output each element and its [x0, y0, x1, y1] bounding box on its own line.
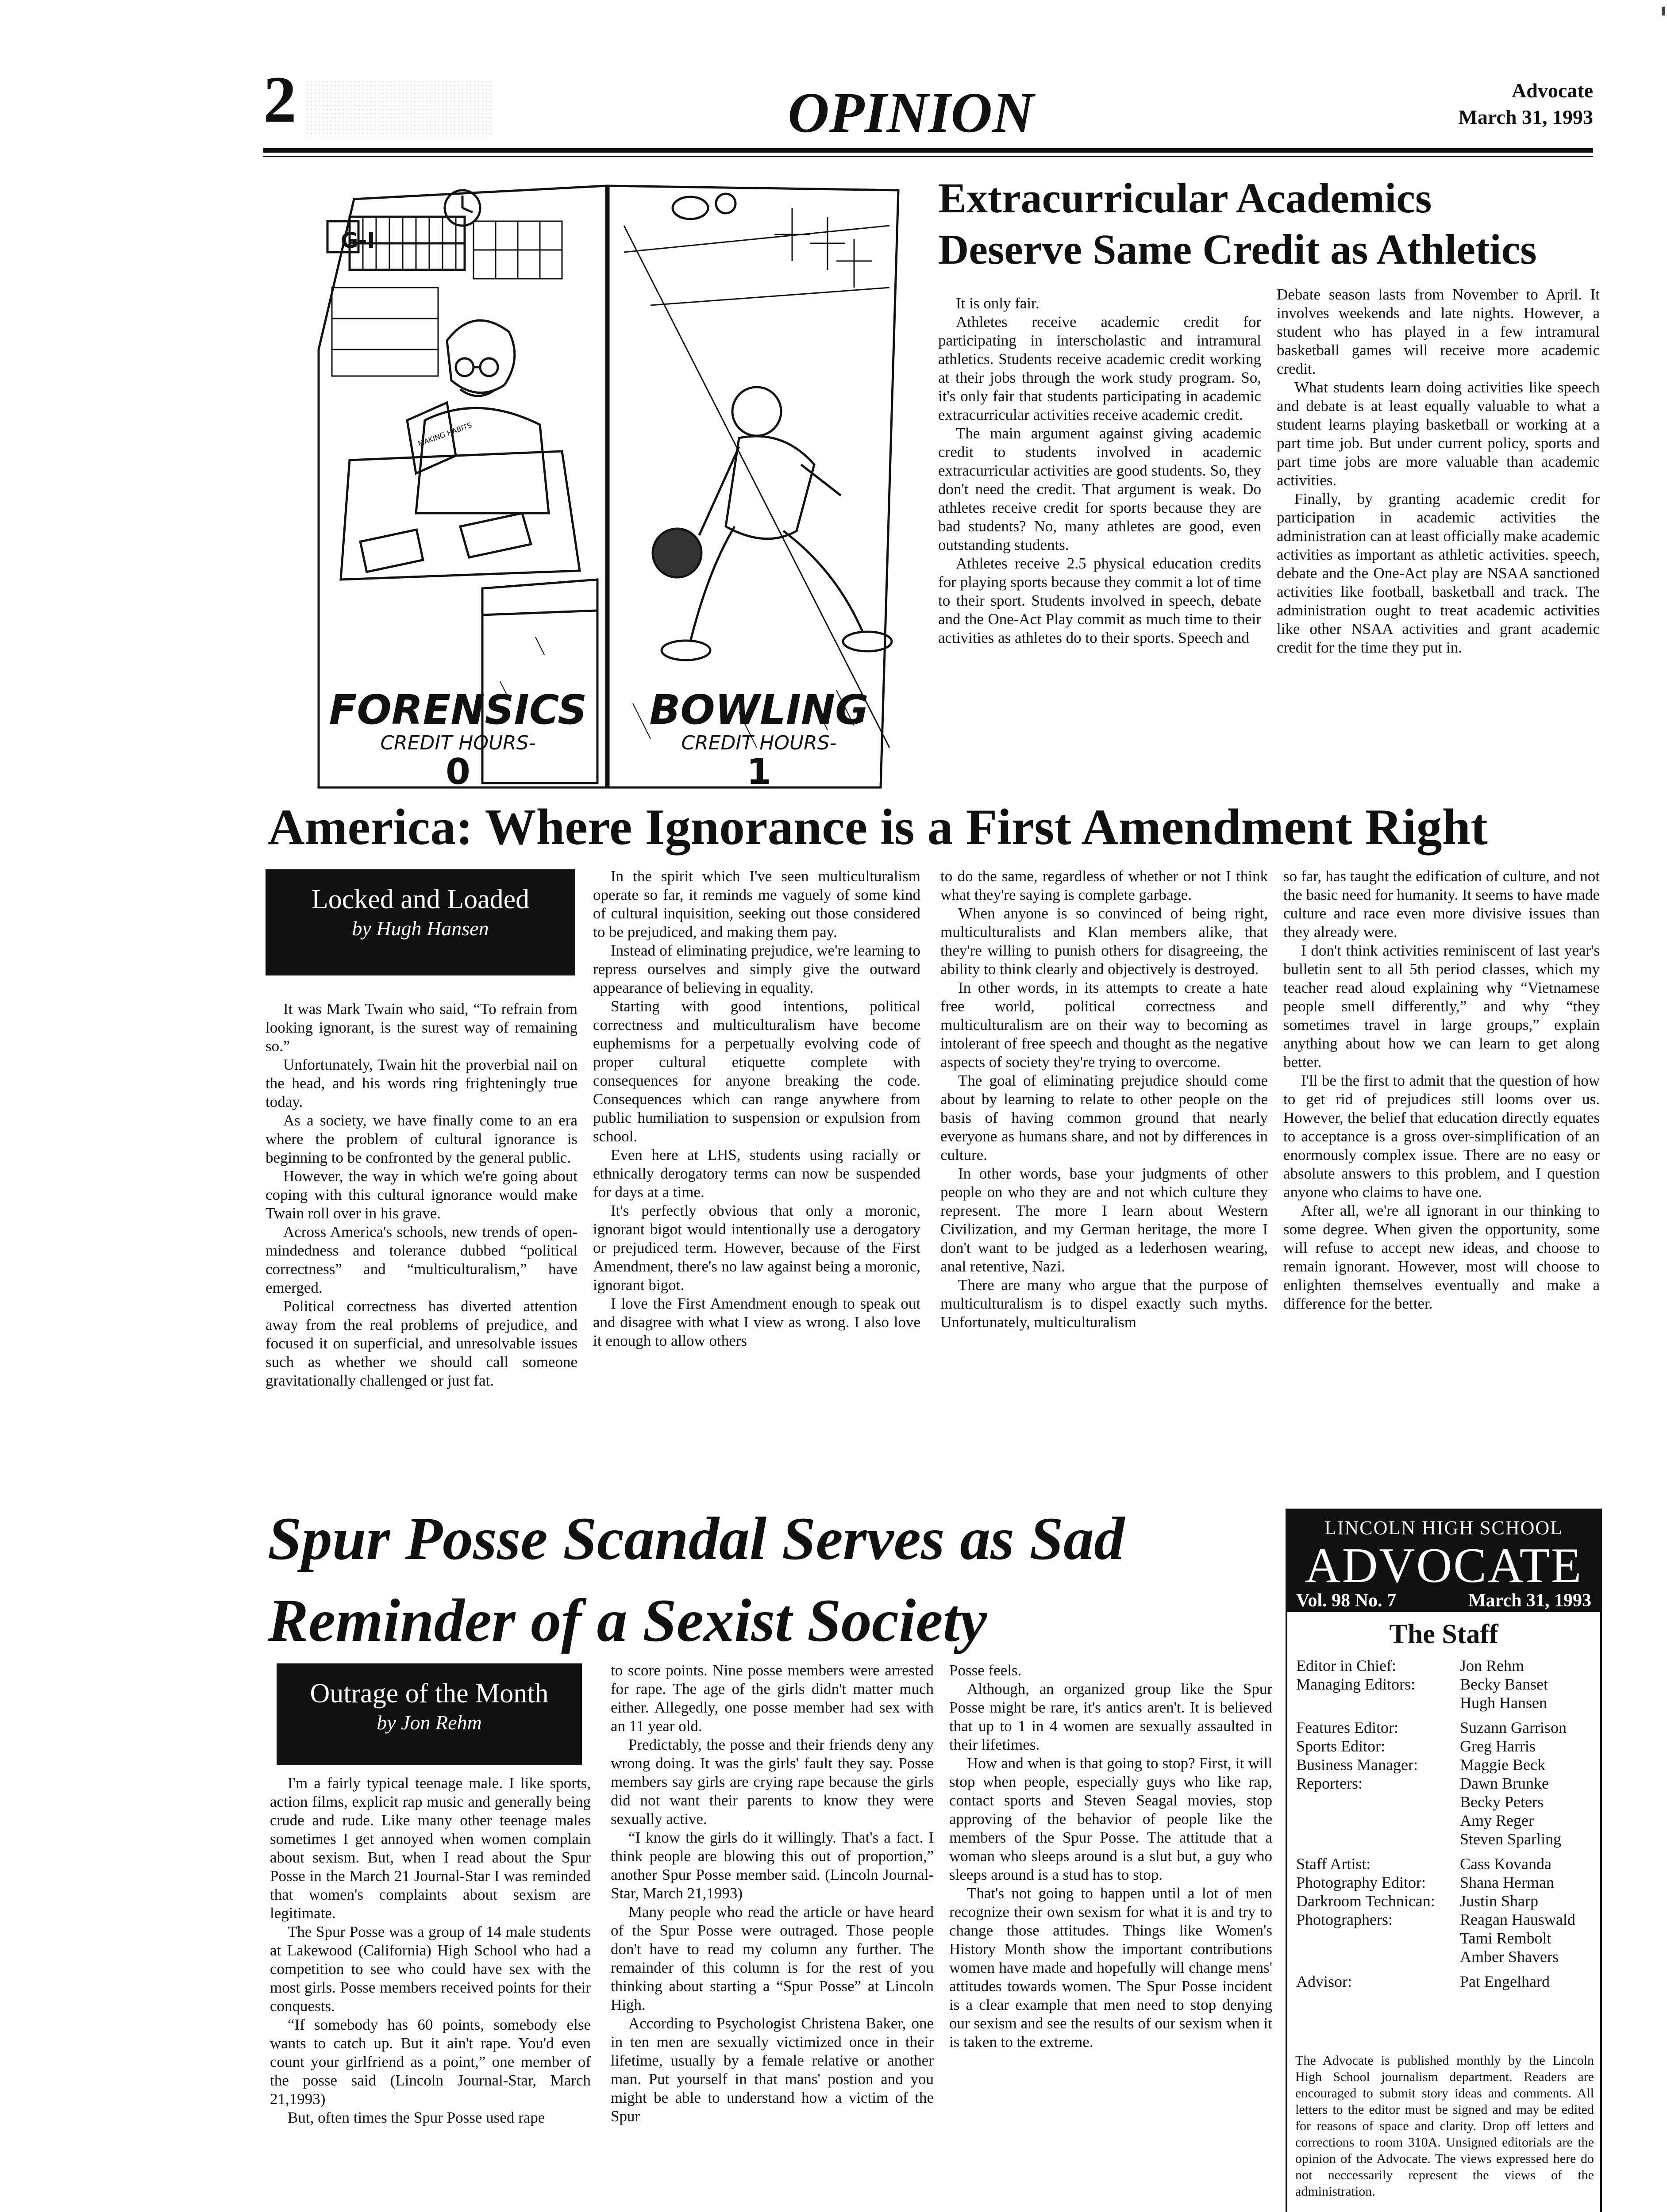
staff-name: Tami Rembolt: [1460, 1929, 1552, 1947]
editorial-title-line-2: Deserve Same Credit as Athletics: [938, 226, 1537, 273]
cartoon-caption-bowling: [604, 686, 914, 792]
article-headline: America: Where Ignorance is a First Amendment Right: [268, 799, 1488, 856]
cartoon-credit-label-right: CREDIT HOURS-: [681, 732, 837, 754]
staff-role: Features Editor:: [1296, 1719, 1398, 1736]
staff-banner: [1287, 1510, 1600, 1612]
staff-row: [1296, 1774, 1597, 1848]
staff-name: Greg Harris: [1460, 1737, 1536, 1755]
staff-names: [1460, 1910, 1597, 1966]
staff-name: Maggie Beck: [1460, 1756, 1545, 1774]
staff-role: Editor in Chief:: [1296, 1657, 1396, 1674]
paragraph: Many people who read the article or have heard of the Spur Posse were outraged. Those people don't have to read my column any further. The remainder of this column is for the rest of you thinking about starting a “Spur Posse” at Lincoln High.: [611, 1903, 934, 2013]
paragraph: Although, an organized group like the Spur Posse might be rare, it's antics aren't. It is believed that up to 1 in 4 women are sexually assaulted in their lifetimes.: [949, 1680, 1272, 1753]
staff-name: Reagan Hauswald: [1460, 1911, 1575, 1928]
edge-mark: [1662, 7, 1665, 15]
staff-role: Reporters:: [1296, 1774, 1363, 1792]
staff-names: [1460, 1972, 1597, 1991]
volume-line: [1287, 1590, 1600, 1611]
staff-name: Shana Herman: [1460, 1874, 1554, 1891]
staff-row: [1296, 1855, 1597, 1873]
paragraph: so far, has taught the edification of culture, and not the basic need for humanity. It seems to have made culture and race even more divisive issues than they already were.: [1283, 868, 1600, 941]
staff-row: [1296, 1675, 1597, 1712]
article-column-2: [593, 867, 920, 1350]
paragraph: Political correctness has diverted attention away from the real problems of prejudice, and focused it on superficial, and unresolvable issues such as whether we should call someone gravitationally challenged or just fat.: [266, 1298, 577, 1389]
paragraph: Predictably, the posse and their friends deny any wrong doing. It was the girls' fault they say. Posse members say girls are crying rape because the girls did not want their parents to know they were sexually active.: [611, 1736, 934, 1828]
article-column-4: [1283, 867, 1600, 1313]
staff-row: [1296, 1972, 1597, 1991]
staff-role: Staff Artist:: [1296, 1855, 1371, 1873]
paragraph: to do the same, regardless of whether or not I think what they're saying is complete garbage.: [940, 868, 1268, 903]
staff-names: [1460, 1873, 1597, 1892]
staff-role: Managing Editors:: [1296, 1675, 1415, 1693]
staff-name: Becky Peters: [1460, 1793, 1544, 1811]
paragraph: Even here at LHS, students using racially or ethnically derogatory terms can now be suspended for days at a time.: [593, 1146, 920, 1201]
section-title: OPINION: [788, 81, 1034, 145]
paragraph: In other words, in its attempts to create a hate free world, political correctness and multiculturalism are on their way to becoming as intolerant of free speech and thought as the negative aspects of society they're trying to overcome.: [940, 979, 1268, 1071]
header-info: [1416, 77, 1593, 131]
paragraph: It's perfectly obvious that only a moronic, ignorant bigot would intentionally use a derogatory or prejudiced term. However, because of the First Amendment, there's no law against being a moronic, ignorant bigot.: [593, 1202, 920, 1294]
cartoon-sign-text: G-I: [341, 228, 375, 253]
staff-names: [1460, 1675, 1597, 1712]
cartoon-credit-value-right: 1: [747, 751, 771, 792]
header-paper-name: Advocate: [1512, 79, 1593, 102]
staff-name: Amy Reger: [1460, 1812, 1534, 1829]
editorial-title-line-1: Extracurricular Academics: [938, 174, 1432, 222]
paragraph: I love the First Amendment enough to speak out and disagree with what I view as wrong. I also love it enough to allow others: [593, 1295, 920, 1349]
staff-role: Photography Editor:: [1296, 1874, 1426, 1891]
paragraph: But, often times the Spur Posse used rape: [288, 2109, 545, 2126]
headline-line-2: Reminder of a Sexist Society: [268, 1586, 987, 1654]
article-2-column-2: [611, 1661, 934, 2126]
article-headline-2: [268, 1498, 1286, 1661]
paragraph: Athletes receive 2.5 physical education credits for playing sports because they commit a lot of time to their sport. Students involved in speech, debate and the One-Act Play commit as much time to their activities as athletes do to their sports. Speech and: [938, 555, 1261, 646]
staff-name: Cass Kovanda: [1460, 1855, 1552, 1873]
article-column-1: [266, 1000, 577, 1390]
staff-role: Photographers:: [1296, 1911, 1393, 1928]
header-rule: [263, 148, 1593, 153]
staff-names: [1460, 1892, 1597, 1910]
volume-number: Vol. 98 No. 7: [1296, 1590, 1396, 1611]
column-byline: by Hugh Hansen: [352, 917, 489, 940]
paragraph: There are many who argue that the purpose of multiculturalism is to dispel exactly such myths. Unfortunately, multiculturalism: [940, 1276, 1268, 1331]
column-nameplate-2: [277, 1663, 582, 1765]
paragraph: It is only fair.: [956, 295, 1039, 312]
cartoon-caption-forensics: [316, 686, 600, 792]
paragraph: Unfortunately, Twain hit the proverbial nail on the head, and his words ring frighteningly true today.: [266, 1056, 577, 1110]
school-name: LINCOLN HIGH SCHOOL: [1324, 1517, 1563, 1539]
paragraph: How and when is that going to stop? First, it will stop when people, especially guys who like rap, contact sports and Steven Seagal movies, stop approving of the behavior of people like the members of the Spur Posse. The attitude that a woman who sleeps around is a slut but, a guy who sleeps around is a stud has to stop.: [949, 1755, 1272, 1883]
staff-names: [1460, 1755, 1597, 1774]
paragraph: “If somebody has 60 points, somebody else wants to catch up. But it ain't rape. You'd even count your girlfriend as a point,” one member of the posse said (Lincoln Journal-Star, March 21,1993): [270, 2016, 591, 2108]
paragraph: Instead of eliminating prejudice, we're learning to repress ourselves and simply give the outward appearance of believing in equality.: [593, 942, 920, 996]
staff-name: Dawn Brunke: [1460, 1774, 1549, 1792]
staff-row: [1296, 1718, 1597, 1737]
editorial-title: [938, 173, 1602, 275]
header-rule-thin: [263, 156, 1593, 157]
staff-role: Business Manager:: [1296, 1756, 1418, 1774]
paragraph: The main argument against giving academic credit to students involved in academic extracurricular activities are good students. So, they don't need the credit. That argument is weak. Do athletes receive credit for sports because they are bad students? No, many athletes are good, even outstanding students.: [938, 425, 1261, 553]
staff-names: [1460, 1855, 1597, 1873]
paragraph: “I know the girls do it willingly. That's a fact. I think people are blowing this out of proportion,” another Spur Posse member said. (Lincoln Journal-Star, March 21,1993): [611, 1829, 934, 1902]
staff-role: Advisor:: [1296, 1973, 1352, 1990]
paragraph: In other words, base your judgments of other people on who they are and not which culture they represent. The more I learn about Western Civilization, and my German heritage, the more I don't want to be judged as a lederhosen wearing, anal retentive, Nazi.: [940, 1165, 1268, 1275]
column-nameplate: [266, 869, 575, 975]
paragraph: When anyone is so convinced of being right, multiculturalists and Klan members alike, that they're willing to punish others for disagreeing, the ability to think clearly and objectively is destroyed.: [940, 905, 1268, 978]
staff-name: Pat Engelhard: [1460, 1973, 1550, 1990]
paragraph: That's not going to happen until a lot of men recognize their own sexism for what it is and try to change those attitudes. Things like Women's History Month show the important contributions women have made and hopefully will change mens' attitudes towards women. The Spur Posse incident is a clear example that men need to stop denying our sexism and see the results of our sexism when it is taken to the extreme.: [949, 1885, 1272, 2051]
headline-line-1: Spur Posse Scandal Serves as Sad: [268, 1505, 1125, 1572]
staff-names: [1460, 1737, 1597, 1755]
staff-name: Steven Sparling: [1460, 1830, 1561, 1848]
paragraph: Posse feels.: [949, 1662, 1022, 1679]
paragraph: The Spur Posse was a group of 14 male students at Lakewood (California) High School who had a competition to see who could have sex with the most girls. Posse members received points for their conquests.: [270, 1923, 591, 2015]
staff-role: Darkroom Technican:: [1296, 1892, 1435, 1910]
staff-row: [1296, 1755, 1597, 1774]
staff-heading: The Staff: [1389, 1619, 1498, 1649]
page-number: 2: [263, 63, 296, 136]
paragraph: After all, we're all ignorant in our thinking to some degree. When given the opportunity, some will refuse to accept new ideas, and choose to remain ignorant. However, most will choose to enlighten themselves eventually and make a difference for the better.: [1283, 1202, 1600, 1312]
paragraph: In the spirit which I've seen multiculturalism operate so far, it reminds me vaguely of some kind of cultural inquisition, seeking out those considered to be prejudiced, and making them pay.: [593, 868, 920, 941]
article-2-column-3: [949, 1661, 1272, 2051]
cartoon-credit-value-left: 0: [446, 751, 470, 792]
staff-row: [1296, 1737, 1597, 1755]
paragraph: I'll be the first to admit that the question of how to get rid of prejudices still looms over us. However, the belief that education directly equates to acceptance is a gross over-simplification of an enormously complex issue. There are no easy or absolute answers to this problem, and I question anyone who claims to have one.: [1283, 1072, 1600, 1201]
staff-row: [1296, 1656, 1597, 1675]
staff-role: Sports Editor:: [1296, 1737, 1386, 1755]
paragraph: Across America's schools, new trends of open-mindedness and tolerance dubbed “political correctness” and “multiculturalism,” have emerged.: [266, 1223, 577, 1296]
paragraph: I don't think activities reminiscent of last year's bulletin sent to all 5th period classes, which my teacher read aloud explaining why “Vietnamese people smell differently,” and why “they sometimes travel in large groups,” explain anything about how we can learn to get along better.: [1283, 942, 1600, 1071]
paragraph: Debate season lasts from November to April. It involves weekends and late nights. However, a student who has played in a few intramural basketball games will receive more academic credit.: [1277, 286, 1600, 377]
staff-name: Justin Sharp: [1460, 1892, 1539, 1910]
paragraph: According to Psychologist Christena Baker, one in ten men are sexually victimized once in their lifetime, usually by a female relative or another man. Put yourself in that mans' postion and you might be able to understand how a victim of the Spur: [611, 2015, 934, 2125]
staff-row: [1296, 1910, 1597, 1966]
paragraph: I'm a fairly typical teenage male. I like sports, action films, explicit rap music and generally being crude and rude. Like many other teenage males sometimes I get annoyed when women complain about sexism. But, when I read about the Spur Posse in the March 21 Journal-Star I was reminded that women's complaints about sexism are legitimate.: [270, 1774, 591, 1922]
cartoon-book-text: MAKING HABITS: [416, 421, 473, 448]
paper-name: ADVOCATE: [1305, 1538, 1583, 1593]
staff-name: Amber Shavers: [1460, 1948, 1559, 1966]
staff-row: [1296, 1892, 1597, 1910]
staff-name: Becky Banset: [1460, 1675, 1548, 1693]
cartoon-credit-label-left: CREDIT HOURS-: [380, 732, 536, 754]
cartoon-label-forensics: FORENSICS: [329, 686, 587, 733]
paragraph: Finally, by granting academic credit for participation in academic activities the administration can at least officially make academic activities as important as athletic activities. speech, debate and the One-Act play are NSAA sanctioned activities like football, basketball and track. The administration ought to treat academic activities like other NSAA activities and grant academic credit for the time they put in.: [1277, 490, 1600, 656]
editorial-column-2: [1277, 285, 1600, 657]
volume-date: March 31, 1993: [1468, 1590, 1591, 1611]
paragraph: Starting with good intentions, political correctness and multiculturalism have become euphemisms for a perpetually evolving code of proper cultural etiquette complete with consequences for anyone breaking the code. Consequences which can range anywhere from public humiliation to suspension or expulsion from school.: [593, 998, 920, 1145]
staff-row: [1296, 1873, 1597, 1892]
cartoon-label-bowling: BOWLING: [649, 686, 869, 733]
article-2-column-1: [270, 1774, 591, 2127]
header-date: March 31, 1993: [1458, 106, 1593, 128]
editorial-column-1: [938, 294, 1261, 647]
staff-box: [1286, 1509, 1602, 2212]
paragraph: What students learn doing activities like speech and debate is at least equally valuable to what a student learns playing basketball or working at a part time job. But under current policy, sports and part time jobs are more valuable than academic activities.: [1277, 379, 1600, 489]
article-column-3: [940, 867, 1268, 1332]
paragraph: It was Mark Twain who said, “To refrain from looking ignorant, is the surest way of remaining so.”: [266, 1000, 577, 1055]
paragraph: As a society, we have finally come to an era where the problem of cultural ignorance is beginning to be confronted by the general public.: [266, 1112, 577, 1166]
staff-names: [1460, 1718, 1597, 1737]
paragraph: to score points. Nine posse members were arrested for rape. The age of the girls didn't matter much either. Allegedly, one posse member had sex with an 11 year old.: [611, 1662, 934, 1735]
staff-list: [1296, 1656, 1597, 1991]
staff-name: Hugh Hansen: [1460, 1694, 1547, 1712]
paragraph: The goal of eliminating prejudice should come about by learning to relate to other people on the basis of having common ground that nearly everyone as humans share, and not by differences in culture.: [940, 1072, 1268, 1164]
staff-note: The Advocate is published monthly by the Lincoln High School journalism department. Readers are encouraged to submit story ideas and comments. All letters to the editor must be signed and may be edited for reasons of space and clarity. Drop off letters and corrections to room 310A. Unsigned editorials are the opinion of the Advocate. The views expressed here do not neccessarily represent the views of the administration.: [1295, 2053, 1594, 2199]
staff-names: [1460, 1774, 1597, 1848]
paragraph: Athletes receive academic credit for participating in interscholastic and intramural athletics. Students receive academic credit working at their jobs through the work study program. So, it's only fair that students participating in academic extracurricular activities receive academic credit.: [938, 313, 1261, 423]
paragraph: However, the way in which we're going about coping with this cultural ignorance would make Twain roll over in his grave.: [266, 1167, 577, 1222]
staff-name: Suzann Garrison: [1460, 1719, 1567, 1736]
column-name: Locked and Loaded: [311, 884, 530, 914]
staff-names: [1460, 1656, 1597, 1675]
column-byline: by Jon Rehm: [377, 1711, 482, 1734]
page-number-stipple: [305, 80, 491, 137]
staff-name: Jon Rehm: [1460, 1657, 1525, 1674]
column-name: Outrage of the Month: [310, 1678, 549, 1709]
